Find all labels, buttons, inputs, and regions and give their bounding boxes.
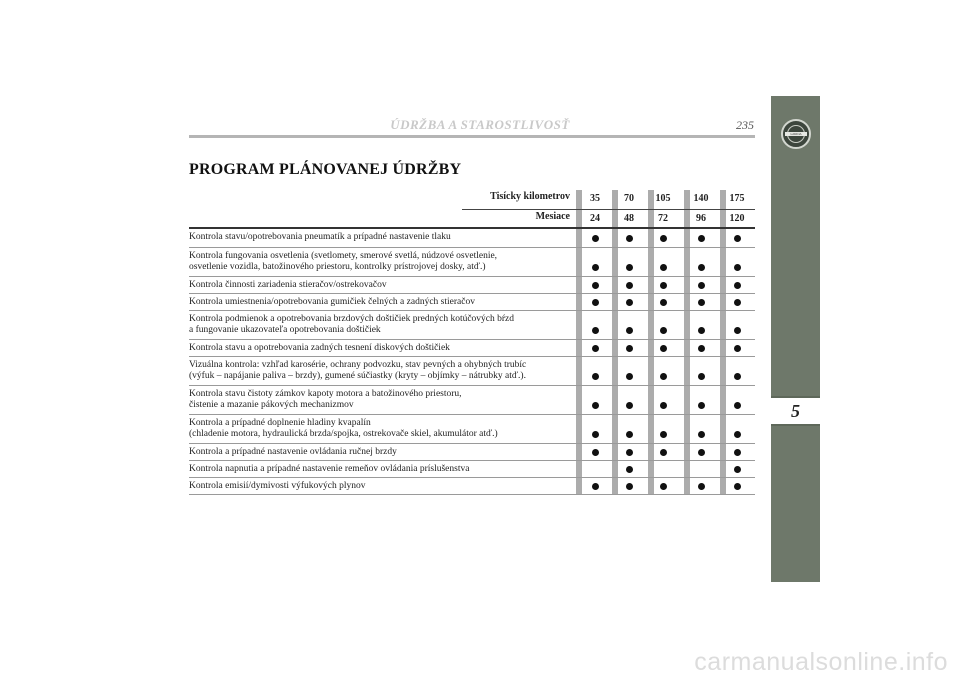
interval-dot (698, 264, 705, 271)
row-label: Kontrola stavu a opotrebovania zadných tesnení diskových doštičiek (189, 343, 450, 353)
table-row (189, 294, 755, 311)
interval-dot (660, 483, 667, 490)
km-value: 35 (590, 193, 600, 204)
month-value: 24 (590, 213, 600, 224)
interval-dot (660, 373, 667, 380)
interval-dot (660, 431, 667, 438)
interval-dot (660, 264, 667, 271)
interval-dot (698, 235, 705, 242)
page-number: 235 (736, 118, 754, 132)
row-divider (189, 494, 755, 495)
interval-dot (592, 431, 599, 438)
interval-dot (660, 449, 667, 456)
row-label: Kontrola fungovania osvetlenia (svetlomety, smerové svetlá, núdzové osvetlenie, osvetlenie vozidla, batožinového priestoru, kontrolky prístrojovej dosky, atď.) (189, 251, 498, 272)
interval-dot (592, 235, 599, 242)
interval-dot (734, 282, 741, 289)
interval-dot (626, 466, 633, 473)
header-divider (462, 209, 755, 210)
km-value: 140 (693, 193, 709, 204)
km-value: 105 (655, 193, 671, 204)
interval-dot (626, 449, 633, 456)
interval-dot (592, 282, 599, 289)
section-title: PROGRAM PLÁNOVANEJ ÚDRŽBY (189, 161, 462, 178)
interval-dot (698, 449, 705, 456)
interval-dot (734, 327, 741, 334)
interval-dot (734, 373, 741, 380)
row-label: Kontrola umiestnenia/opotrebovania gumičiek čelných a zadných stieračov (189, 297, 475, 307)
row-label: Kontrola emisií/dymivosti výfukových plynov (189, 481, 366, 491)
interval-dot (698, 373, 705, 380)
interval-dot (660, 345, 667, 352)
interval-dot (698, 282, 705, 289)
row-label: Kontrola stavu čistoty zámkov kapoty motora a batožinového priestoru, čistenie a mazanie pákových mechanizmov (189, 389, 462, 410)
interval-dot (734, 402, 741, 409)
month-value: 120 (729, 213, 745, 224)
interval-dot (626, 483, 633, 490)
interval-dot (626, 402, 633, 409)
interval-dot (734, 431, 741, 438)
interval-dot (734, 466, 741, 473)
interval-dot (698, 431, 705, 438)
table-row (189, 478, 755, 495)
table-row (189, 248, 755, 277)
month-header-label: Mesiace (535, 211, 570, 222)
row-label: Kontrola a prípadné doplnenie hladiny kvapalín (chladenie motora, hydraulická brzda/spojka, ostrekovače skiel, akumulátor atď.) (189, 418, 498, 439)
table-row (189, 340, 755, 357)
interval-dot (734, 345, 741, 352)
table-row (189, 461, 755, 478)
row-label: Kontrola stavu/opotrebovania pneumatík a prípadné nastavenie tlaku (189, 232, 451, 242)
interval-dot (626, 235, 633, 242)
row-label: Kontrola napnutia a prípadné nastavenie remeňov ovládania príslušenstva (189, 464, 470, 474)
interval-dot (592, 264, 599, 271)
interval-dot (592, 373, 599, 380)
interval-dot (626, 345, 633, 352)
lancia-logo-icon (781, 119, 811, 149)
interval-dot (698, 299, 705, 306)
interval-dot (660, 402, 667, 409)
month-value: 48 (624, 213, 634, 224)
interval-dot (592, 299, 599, 306)
chapter-sidebar (771, 96, 820, 582)
table-row (189, 229, 755, 248)
interval-dot (592, 402, 599, 409)
interval-dot (660, 299, 667, 306)
interval-dot (626, 327, 633, 334)
interval-dot (734, 299, 741, 306)
table-row (189, 415, 755, 444)
interval-dot (626, 299, 633, 306)
month-value: 72 (658, 213, 668, 224)
interval-dot (626, 264, 633, 271)
interval-dot (592, 327, 599, 334)
row-label: Kontrola podmienok a opotrebovania brzdových doštičiek predných kotúčových bŕzd a fungovanie ukazovateľa opotrebovania doštičiek (189, 314, 515, 335)
row-label: Vizuálna kontrola: vzhľad karosérie, ochrany podvozku, stav pevných a ohybných trubíc (výfuk – napájanie paliva – brzdy), gumené súčiastky (kryty – objímky – nátrubky atď.). (189, 360, 527, 381)
interval-dot (698, 483, 705, 490)
interval-dot (734, 264, 741, 271)
interval-dot (626, 282, 633, 289)
interval-dot (626, 373, 633, 380)
interval-dot (734, 235, 741, 242)
km-value: 70 (624, 193, 634, 204)
interval-dot (592, 449, 599, 456)
interval-dot (660, 327, 667, 334)
interval-dot (698, 345, 705, 352)
logo-band: LANCIA (785, 132, 807, 136)
header-title: ÚDRŽBA A STAROSTLIVOSŤ (390, 117, 570, 132)
interval-dot (734, 483, 741, 490)
interval-dot (660, 235, 667, 242)
header-rule (189, 135, 755, 138)
interval-dot (698, 327, 705, 334)
row-label: Kontrola činnosti zariadenia stieračov/ostrekovačov (189, 280, 387, 290)
km-value: 175 (729, 193, 745, 204)
watermark: carmanualsonline.info (694, 648, 948, 676)
table-row (189, 311, 755, 340)
table-row (189, 444, 755, 461)
interval-dot (592, 483, 599, 490)
table-row (189, 357, 755, 386)
interval-dot (626, 431, 633, 438)
interval-dot (592, 345, 599, 352)
chapter-number: 5 (771, 396, 820, 426)
km-header-label: Tisícky kilometrov (490, 191, 570, 202)
month-value: 96 (696, 213, 706, 224)
interval-dot (660, 282, 667, 289)
interval-dot (698, 402, 705, 409)
row-label: Kontrola a prípadné nastavenie ovládania ručnej brzdy (189, 447, 397, 457)
interval-dot (734, 449, 741, 456)
table-row (189, 386, 755, 415)
table-row (189, 277, 755, 294)
